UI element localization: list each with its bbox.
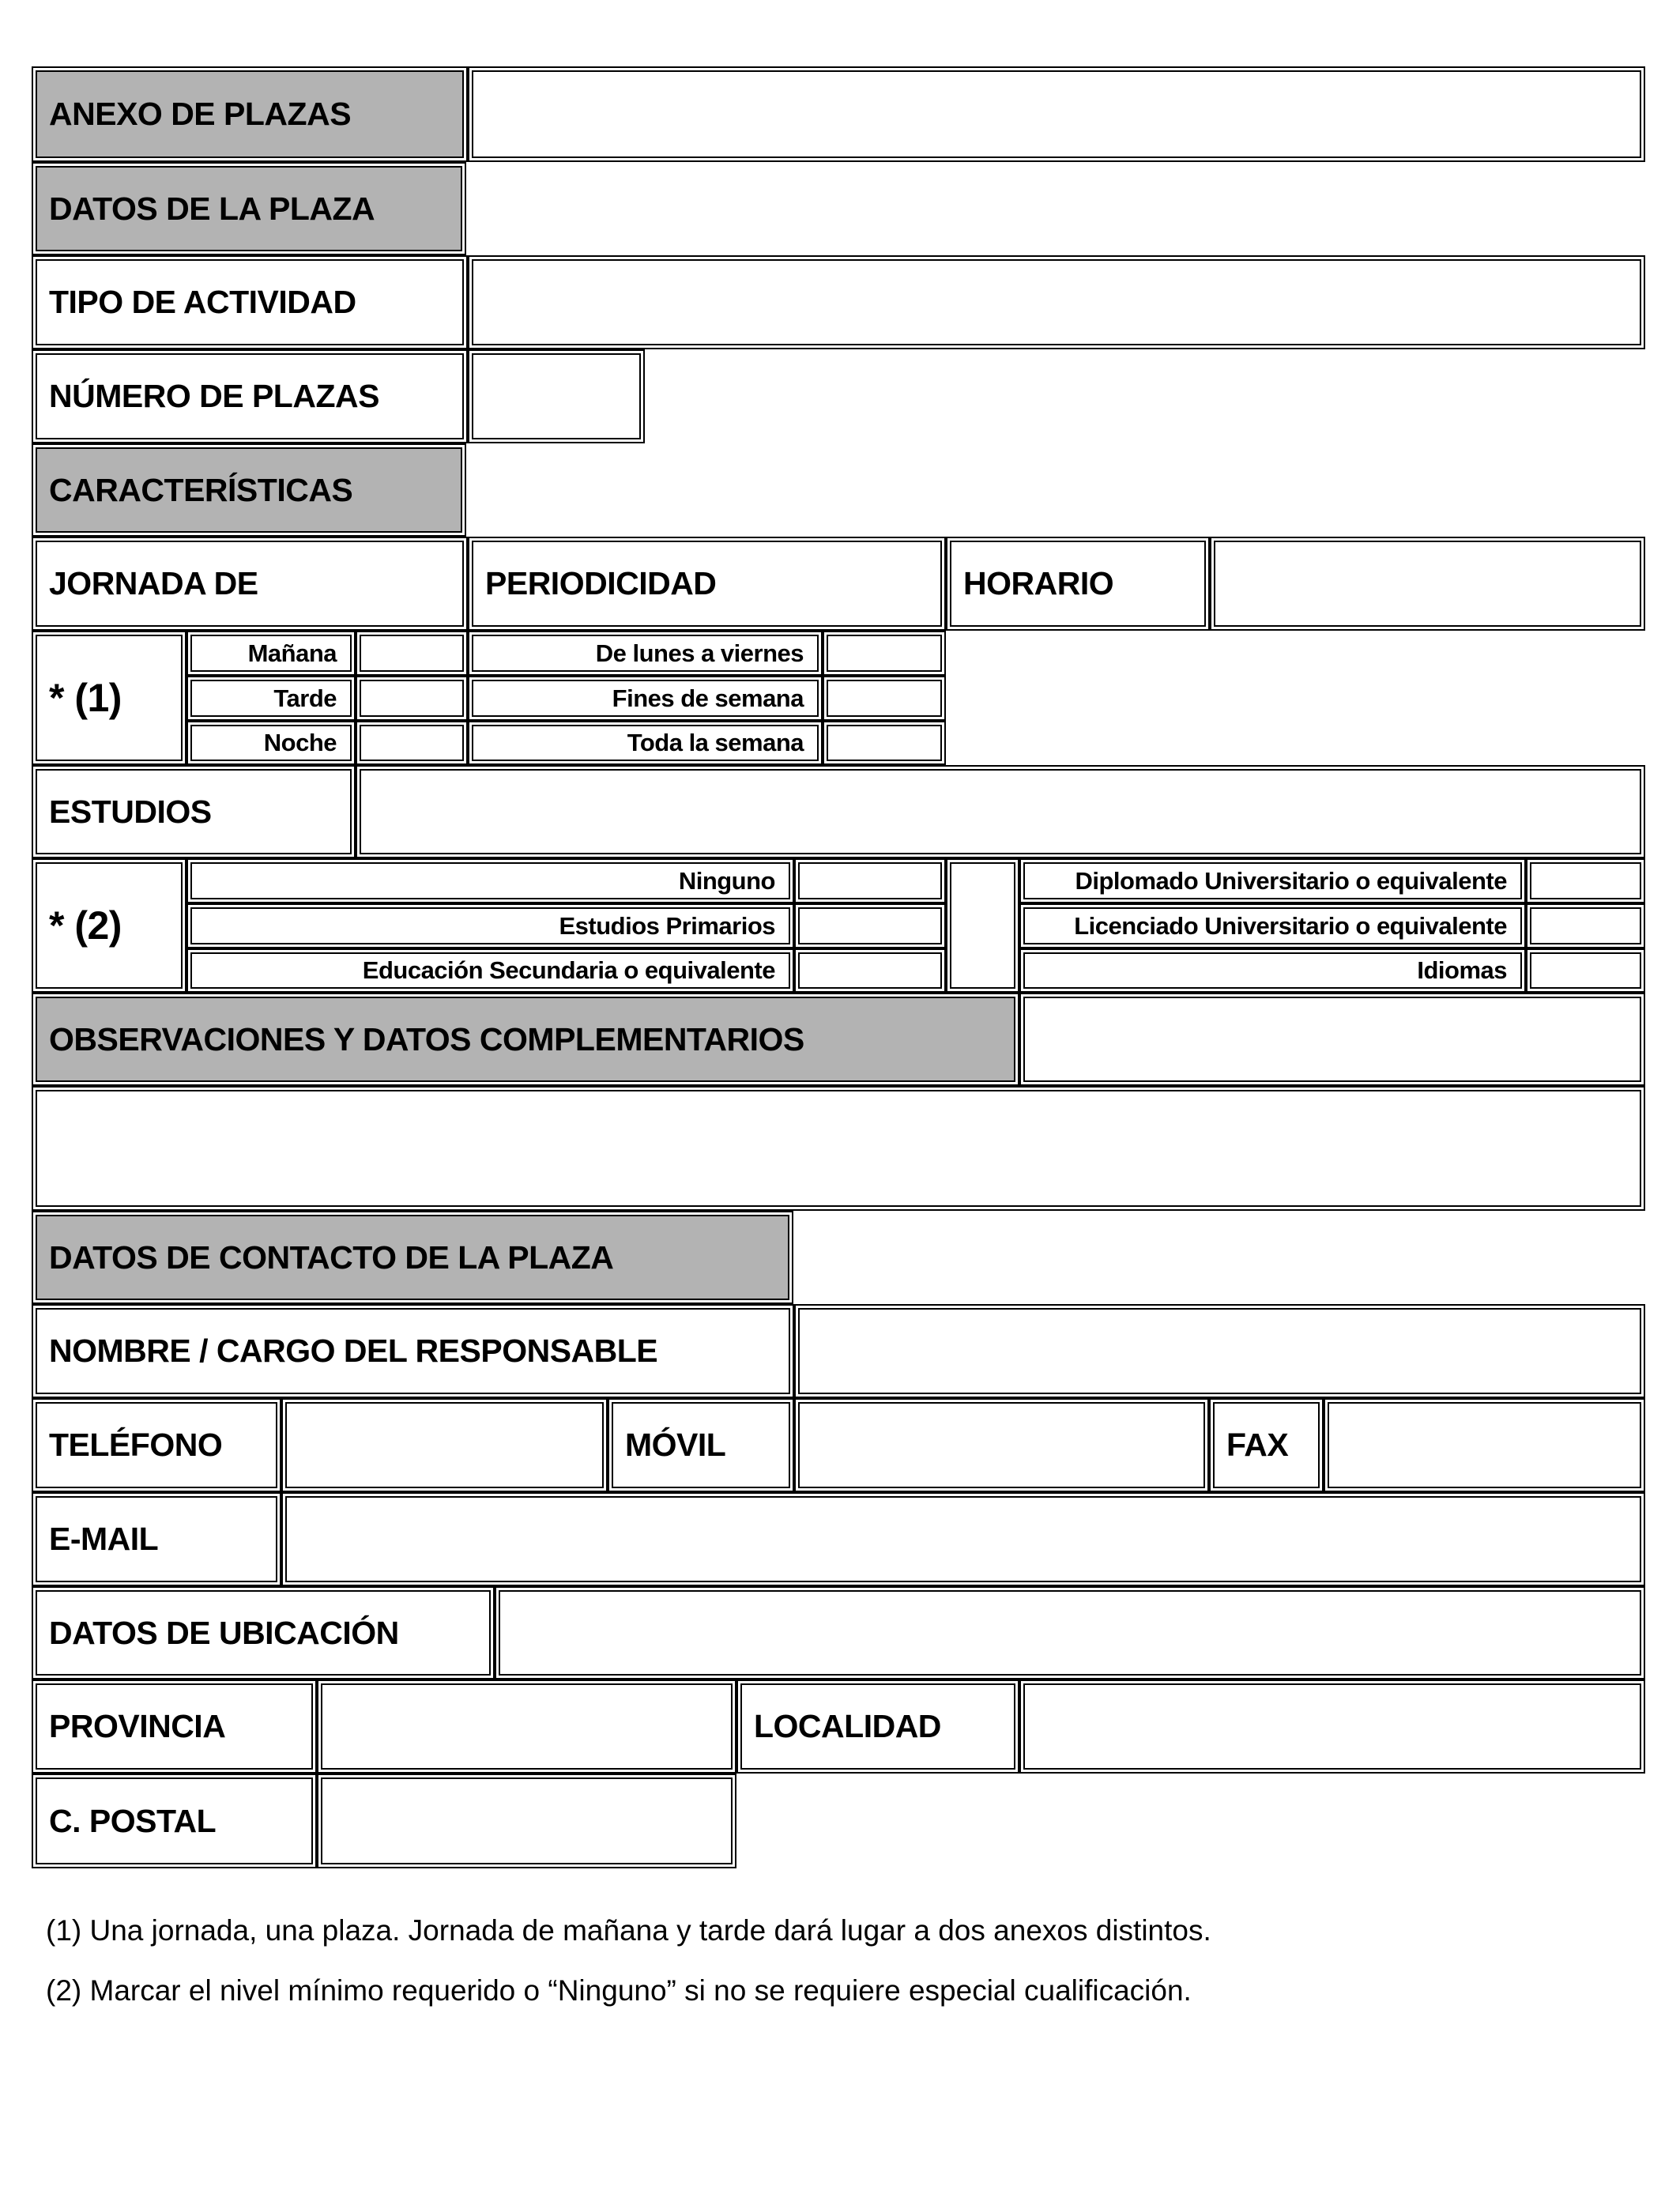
- jornada-option-noche: Noche: [186, 721, 356, 765]
- periodicidad-checkbox-fines-semana[interactable]: [823, 676, 946, 721]
- nombre-cargo-field[interactable]: [794, 1304, 1645, 1398]
- marker-1: * (1): [32, 631, 186, 765]
- periodicidad-option-fines-semana: Fines de semana: [468, 676, 823, 721]
- provincia-label: PROVINCIA: [32, 1679, 317, 1774]
- jornada-checkbox-manana[interactable]: [356, 631, 468, 676]
- datos-ubicacion-field[interactable]: [495, 1586, 1645, 1679]
- horario-field[interactable]: [1210, 537, 1645, 631]
- horario-label: HORARIO: [946, 537, 1210, 631]
- telefono-label: TELÉFONO: [32, 1398, 281, 1492]
- tipo-de-actividad-field[interactable]: [468, 255, 1645, 349]
- datos-ubicacion-label: DATOS DE UBICACIÓN: [32, 1586, 495, 1679]
- estudios-checkbox-idiomas[interactable]: [1526, 948, 1645, 993]
- estudios-checkbox-diplomado[interactable]: [1526, 858, 1645, 903]
- estudios-option-licenciado: Licenciado Universitario o equivalente: [1019, 903, 1526, 948]
- observaciones-aux-field[interactable]: [1019, 993, 1645, 1086]
- estudios-label: ESTUDIOS: [32, 765, 356, 858]
- provincia-field[interactable]: [317, 1679, 736, 1774]
- estudios-checkbox-licenciado[interactable]: [1526, 903, 1645, 948]
- email-label: E-MAIL: [32, 1492, 281, 1586]
- jornada-checkbox-noche[interactable]: [356, 721, 468, 765]
- periodicidad-option-lunes-viernes: De lunes a viernes: [468, 631, 823, 676]
- estudios-checkbox-primarios[interactable]: [794, 903, 946, 948]
- localidad-field[interactable]: [1019, 1679, 1645, 1774]
- estudios-checkbox-secundaria[interactable]: [794, 948, 946, 993]
- jornada-option-tarde: Tarde: [186, 676, 356, 721]
- footnote-1: (1) Una jornada, una plaza. Jornada de mañana y tarde dará lugar a dos anexos distintos.: [46, 1914, 1211, 1947]
- estudios-option-secundaria: Educación Secundaria o equivalente: [186, 948, 794, 993]
- email-field[interactable]: [281, 1492, 1645, 1586]
- jornada-option-manana: Mañana: [186, 631, 356, 676]
- anexo-de-plazas-label: ANEXO DE PLAZAS: [32, 66, 468, 162]
- tipo-de-actividad-label: TIPO DE ACTIVIDAD: [32, 255, 468, 349]
- estudios-field[interactable]: [356, 765, 1645, 858]
- datos-contacto-label: DATOS DE CONTACTO DE LA PLAZA: [32, 1211, 793, 1304]
- numero-de-plazas-label: NÚMERO DE PLAZAS: [32, 349, 468, 443]
- estudios-spacer: [946, 858, 1019, 993]
- localidad-label: LOCALIDAD: [736, 1679, 1019, 1774]
- footnote-2: (2) Marcar el nivel mínimo requerido o “Ninguno” si no se requiere especial cualificación.: [46, 1974, 1192, 2007]
- fax-field[interactable]: [1324, 1398, 1645, 1492]
- periodicidad-label: PERIODICIDAD: [468, 537, 946, 631]
- periodicidad-option-toda-semana: Toda la semana: [468, 721, 823, 765]
- estudios-checkbox-ninguno[interactable]: [794, 858, 946, 903]
- observaciones-label: OBSERVACIONES Y DATOS COMPLEMENTARIOS: [32, 993, 1019, 1086]
- caracteristicas-label: CARACTERÍSTICAS: [32, 443, 466, 537]
- anexo-de-plazas-field[interactable]: [468, 66, 1645, 162]
- c-postal-field[interactable]: [317, 1774, 736, 1868]
- movil-label: MÓVIL: [608, 1398, 794, 1492]
- telefono-field[interactable]: [281, 1398, 608, 1492]
- estudios-option-idiomas: Idiomas: [1019, 948, 1526, 993]
- fax-label: FAX: [1209, 1398, 1324, 1492]
- numero-de-plazas-field[interactable]: [468, 349, 645, 443]
- jornada-checkbox-tarde[interactable]: [356, 676, 468, 721]
- observaciones-textarea[interactable]: [32, 1086, 1645, 1211]
- datos-de-la-plaza-label: DATOS DE LA PLAZA: [32, 162, 466, 255]
- estudios-option-ninguno: Ninguno: [186, 858, 794, 903]
- estudios-option-diplomado: Diplomado Universitario o equivalente: [1019, 858, 1526, 903]
- estudios-option-primarios: Estudios Primarios: [186, 903, 794, 948]
- periodicidad-checkbox-lunes-viernes[interactable]: [823, 631, 946, 676]
- c-postal-label: C. POSTAL: [32, 1774, 317, 1868]
- nombre-cargo-label: NOMBRE / CARGO DEL RESPONSABLE: [32, 1304, 794, 1398]
- movil-field[interactable]: [794, 1398, 1209, 1492]
- jornada-de-label: JORNADA DE: [32, 537, 468, 631]
- marker-2: * (2): [32, 858, 186, 993]
- periodicidad-checkbox-toda-semana[interactable]: [823, 721, 946, 765]
